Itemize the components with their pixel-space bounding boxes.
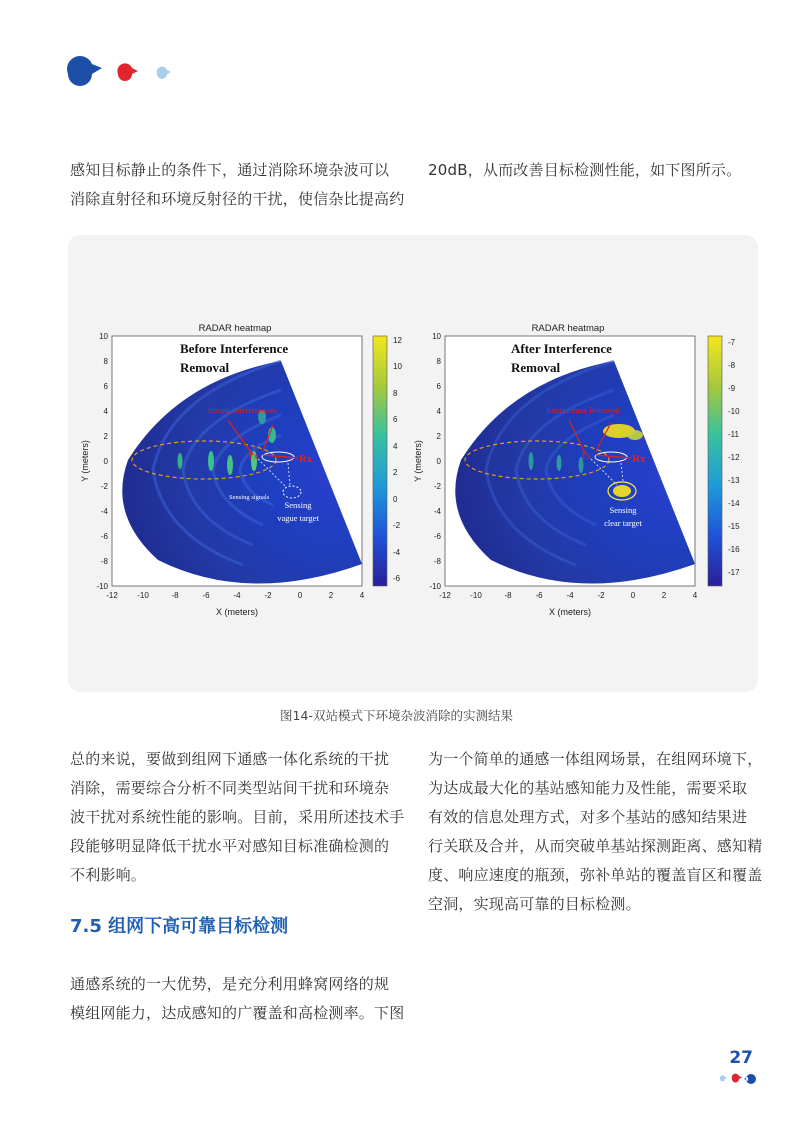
radar-heatmap-figure [68,235,758,692]
svg-text:-2: -2 [100,482,108,491]
svg-text:-7: -7 [728,338,736,347]
svg-text:-11: -11 [728,430,739,439]
text-line: 20dB，从而改善目标检测性能，如下图所示。 [428,161,742,179]
text-line: 消除，需要综合分析不同类型站间干扰和环境杂 [70,779,390,797]
svg-text:-8: -8 [504,591,512,600]
text-line: 通感系统的一大优势，是充分利用蜂窝网络的规 [70,975,390,993]
svg-text:4: 4 [692,591,698,600]
svg-text:6: 6 [436,382,441,391]
red-droplet-icon [732,1074,742,1083]
text-line: 为一个简单的通感一体组网场景，在组网环境下， [428,750,763,768]
svg-text:0: 0 [436,457,441,466]
svg-text:4: 4 [359,591,365,600]
svg-text:-16: -16 [728,545,740,554]
svg-text:2: 2 [328,591,334,600]
y-axis-ticks [429,332,441,591]
light-blue-droplet-icon [157,67,171,79]
svg-text:2: 2 [661,591,667,600]
annotation-title-line2: Removal [511,360,561,375]
svg-text:-6: -6 [393,574,401,583]
blue-droplet-icon [744,1074,756,1084]
label-interference-removal: Interference Removal [546,405,620,415]
svg-text:-10: -10 [137,591,149,600]
section-heading: 7.5 组网下高可靠目标检测 [70,916,289,937]
svg-text:-8: -8 [433,557,441,566]
svg-text:2: 2 [103,432,108,441]
svg-text:-4: -4 [393,548,401,557]
svg-text:2: 2 [436,432,441,441]
text-line: 空洞，实现高可靠的目标检测。 [428,895,641,913]
svg-text:-10: -10 [470,591,482,600]
svg-text:-2: -2 [597,591,605,600]
red-droplet-icon [117,63,138,81]
svg-text:-6: -6 [202,591,210,600]
colorbar-ticks [393,336,402,583]
label-target-line2: vague target [277,513,319,523]
svg-text:-9: -9 [728,384,736,393]
svg-text:-13: -13 [728,476,740,485]
svg-text:-6: -6 [100,532,108,541]
text-line: 行关联及合并，从而突破单基站探测距离、感知精 [428,837,763,855]
svg-text:-4: -4 [100,507,108,516]
svg-text:-12: -12 [728,453,740,462]
svg-text:0: 0 [393,495,398,504]
svg-text:-17: -17 [728,568,740,577]
left-radar-plot [80,323,402,617]
svg-text:-4: -4 [566,591,574,600]
annotation-title-line1: After Interference [511,341,612,356]
page-number: 27 [729,1048,753,1068]
y-axis-label: Y (meters) [413,440,423,482]
svg-text:-12: -12 [439,591,451,600]
svg-text:-15: -15 [728,522,740,531]
light-blue-droplet-icon [720,1075,727,1081]
figure-caption: 图14-双站模式下环境杂波消除的实测结果 [280,708,513,723]
label-sensing-signals: Sensing signals [229,494,270,501]
svg-text:0: 0 [297,591,303,600]
svg-text:4: 4 [393,442,398,451]
svg-text:-6: -6 [433,532,441,541]
x-axis-ticks [106,591,365,600]
label-target-line1: Sensing [284,500,312,510]
label-target-line1: Sensing [609,505,637,515]
svg-text:8: 8 [393,389,398,398]
svg-text:-10: -10 [429,582,441,591]
colorbar [708,336,722,586]
label-rx: Rx [632,453,646,465]
right-radar-plot [413,323,740,617]
svg-text:6: 6 [393,415,398,424]
section-paragraph-left [70,970,405,1028]
label-tx: Tx [581,451,591,461]
blue-droplet-icon [67,56,102,86]
text-line: 感知目标静止的条件下，通过消除环境杂波可以 [70,161,390,179]
summary-paragraph-right [428,745,763,919]
x-axis-ticks [439,591,698,600]
svg-text:-8: -8 [171,591,179,600]
svg-text:8: 8 [103,357,108,366]
text-line: 波干扰对系统性能的影响。目前，采用所述技术手 [70,808,405,826]
x-axis-label: X (meters) [215,607,259,617]
svg-text:10: 10 [393,362,402,371]
text-line: 段能够明显降低干扰水平对感知目标准确检测的 [70,837,390,855]
svg-text:-2: -2 [433,482,441,491]
svg-text:0: 0 [630,591,636,600]
annotation-title-line1: Before Interference [180,341,289,356]
label-rx: Rx [299,453,313,465]
svg-text:12: 12 [393,336,402,345]
header-logo-droplets [60,56,180,92]
footer-droplets [718,1072,760,1086]
label-tx: Tx [248,451,258,461]
x-axis-label: X (meters) [548,607,592,617]
text-line: 不利影响。 [70,866,147,884]
colorbar-ticks [728,338,740,577]
svg-text:-14: -14 [728,499,740,508]
annotation-title-line2: Removal [180,360,230,375]
text-line: 为达成最大化的基站感知能力及性能，需要采取 [428,779,748,797]
plot-title: RADAR heatmap [198,323,272,334]
intro-paragraph-left [70,156,405,214]
colorbar [373,336,387,586]
svg-text:0: 0 [103,457,108,466]
svg-text:2: 2 [393,468,398,477]
label-strong-interferences: Strong interferences [208,405,277,415]
svg-text:-8: -8 [728,361,736,370]
text-line: 有效的信息处理方式，对多个基站的感知结果进 [428,808,748,826]
svg-text:-10: -10 [96,582,108,591]
text-line: 模组网能力，达成感知的广覆盖和高检测率。下图 [70,1004,405,1022]
text-line: 度、响应速度的瓶颈，弥补单站的覆盖盲区和覆盖 [428,866,763,884]
text-line: 总的来说，要做到组网下通感一体化系统的干扰 [70,750,390,768]
svg-text:10: 10 [99,332,108,341]
svg-text:-8: -8 [100,557,108,566]
svg-text:-2: -2 [264,591,272,600]
label-target-line2: clear target [604,518,642,528]
svg-text:4: 4 [103,407,108,416]
svg-text:-12: -12 [106,591,118,600]
svg-text:-10: -10 [728,407,740,416]
svg-text:-4: -4 [433,507,441,516]
intro-paragraph-right [428,156,758,185]
summary-paragraph-left [70,745,405,890]
svg-text:4: 4 [436,407,441,416]
svg-text:10: 10 [432,332,441,341]
svg-text:8: 8 [436,357,441,366]
svg-text:-2: -2 [393,521,401,530]
text-line: 消除直射径和环境反射径的干扰，使信杂比提高约 [70,190,405,208]
svg-text:-6: -6 [535,591,543,600]
y-axis-label: Y (meters) [80,440,90,482]
y-axis-ticks [96,332,108,591]
svg-text:-4: -4 [233,591,241,600]
plot-title: RADAR heatmap [531,323,605,334]
svg-text:6: 6 [103,382,108,391]
